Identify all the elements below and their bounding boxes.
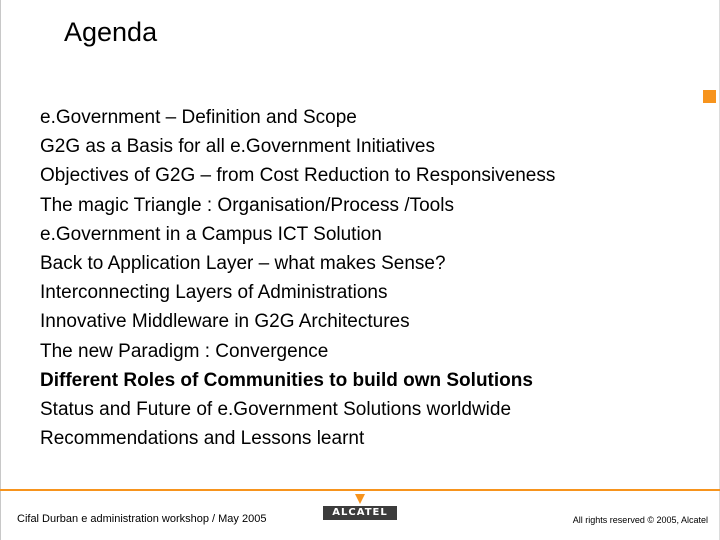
agenda-item-g2g-objectives: Objectives of G2G – from Cost Reduction to Responsiveness [40,165,556,187]
agenda-item-interconnecting-layers: Interconnecting Layers of Administrations [40,282,388,304]
left-border-line [0,0,1,540]
logo-marker-icon [355,494,365,504]
footer-copyright: All rights reserved © 2005, Alcatel [572,515,708,525]
agenda-item-egovernment-definition: e.Government – Definition and Scope [40,107,357,128]
agenda-item-magic-triangle: The magic Triangle : Organisation/Process /Tools [40,194,454,216]
agenda-item-innovative-middleware: Innovative Middleware in G2G Architectures [40,311,410,333]
agenda-item-g2g-basis: G2G as a Basis for all e.Government Initiatives [40,136,435,158]
agenda-item-communities-roles: Different Roles of Communities to build own Solutions [40,369,533,391]
agenda-item-status-future: Status and Future of e.Government Solutions worldwide [40,399,512,421]
agenda-item-new-paradigm: The new Paradigm : Convergence [40,340,329,362]
agenda-list [40,103,555,453]
agenda-item-recommendations: Recommendations and Lessons learnt [40,428,365,450]
logo-wordmark: ALCATEL [323,506,397,520]
footer-event-text: Cifal Durban e administration workshop / May 2005 [17,513,267,525]
slide-title: Agenda [64,17,158,47]
accent-square-icon [703,90,716,103]
footer-divider [0,489,720,491]
alcatel-logo [323,494,397,524]
agenda-item-campus-ict: e.Government in a Campus ICT Solution [40,223,382,245]
agenda-item-application-layer: Back to Application Layer – what makes Sense? [40,253,446,275]
